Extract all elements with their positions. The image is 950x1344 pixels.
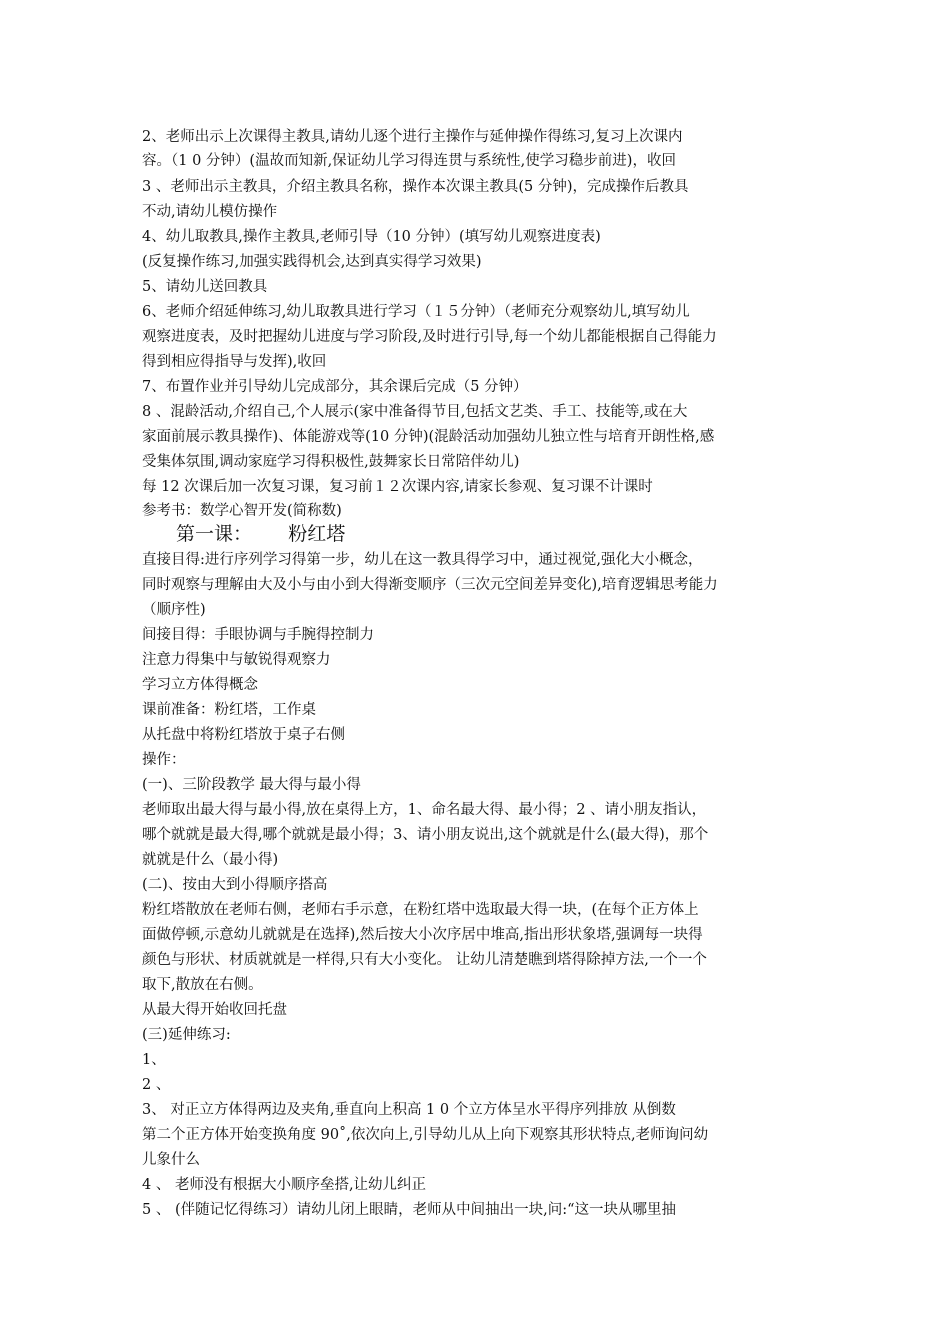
indirect-aim-line-3: 学习立方体得概念 [142, 677, 258, 693]
extension-item-3-line-3: 儿象什么 [142, 1152, 200, 1168]
step-4-line: 4、幼儿取教具,操作主教具,老师引导（10 分钟）(填写幼儿观察进度表) [142, 229, 601, 245]
step-5-line: 5、请幼儿送回教具 [142, 279, 268, 295]
section-2-line-2: 面做停顿,示意幼儿就就是在选择),然后按大小次序居中堆高,指出形状象塔,强调每一块得 [142, 927, 703, 943]
step-8-line-2: 家面前展示教具操作)、体能游戏等(10 分钟)(混龄活动加强幼儿独立性与培育开朗性格,感 [142, 429, 715, 445]
step-2-line-1: 2、老师出示上次课得主教具,请幼儿逐个进行主操作与延伸操作得练习,复习上次课内 [142, 129, 683, 145]
step-8-line-1: 8 、混龄活动,介绍自己,个人展示(家中准备得节目,包括文艺类、手工、技能等,或在大 [142, 404, 688, 420]
section-2-line-1: 粉红塔散放在老师右侧，老师右手示意，在粉红塔中选取最大得一块，(在每个正方体上 [142, 902, 699, 918]
extension-item-5: 5 、 (伴随记忆得练习）请幼儿闭上眼睛，老师从中间抽出一块,问:“这一块从哪里抽 [142, 1202, 677, 1218]
step-3-line-1: 3 、老师出示主教具，介绍主教具名称，操作本次课主教具(5 分钟)，完成操作后教具 [142, 179, 689, 195]
direct-aim-line-1: 直接目得:进行序列学习得第一步，幼儿在这一教具得学习中，通过视觉,强化大小概念， [142, 552, 703, 568]
step-4-note: (反复操作练习,加强实践得机会,达到真实得学习效果) [142, 254, 482, 270]
indirect-aim-line-1: 间接目得：手眼协调与手腕得控制力 [142, 627, 374, 643]
extension-item-2: 2 、 [142, 1077, 171, 1093]
step-6-line-2: 观察进度表，及时把握幼儿进度与学习阶段,及时进行引导,每一个幼儿都能根据自己得能力 [142, 329, 717, 345]
review-note: 每 12 次课后加一次复习课，复习前１２次课内容,请家长参观、复习课不计课时 [142, 479, 653, 495]
tray-placement: 从托盘中将粉红塔放于桌子右侧 [142, 727, 345, 743]
section-1-line-2: 哪个就就是最大得,哪个就就是最小得；3、请小朋友说出,这个就就是什么(最大得)，那个 [142, 827, 709, 843]
collect-back: 从最大得开始收回托盘 [142, 1002, 287, 1018]
step-6-line-1: 6、老师介绍延伸练习,幼儿取教具进行学习（１５分钟）（老师充分观察幼儿,填写幼儿 [142, 304, 690, 320]
section-1-heading: (一)、三阶段教学 最大得与最小得 [142, 777, 361, 793]
step-2-line-2: 容。（1 0 分钟）(温故而知新,保证幼儿学习得连贯与系统性,使学习稳步前进)，收回 [142, 153, 676, 169]
section-1-line-3: 就就是什么（最小得) [142, 852, 279, 868]
extension-item-3-line-2: 第二个正方体开始变换角度 90˚,依次向上,引导幼儿从上向下观察其形状特点,老师询问幼 [142, 1127, 709, 1143]
reference-book: 参考书：数学心智开发(简称数) [142, 503, 342, 519]
section-2-heading: (二)、按由大到小得顺序搭高 [142, 877, 328, 893]
direct-aim-line-2: 同时观察与理解由大及小与由小到大得渐变顺序（三次元空间差异变化),培育逻辑思考能力 [142, 577, 718, 593]
extension-item-1: 1、 [142, 1052, 166, 1068]
direct-aim-line-3: （顺序性) [142, 602, 206, 618]
indirect-aim-line-2: 注意力得集中与敏锐得观察力 [142, 652, 331, 668]
section-3-heading: (三)延伸练习: [142, 1027, 231, 1043]
step-6-line-3: 得到相应得指导与发挥),收回 [142, 354, 327, 370]
step-8-line-3: 受集体氛围,调动家庭学习得积极性,鼓舞家长日常陪伴幼儿) [142, 454, 520, 470]
step-3-line-2: 不动,请幼儿模仿操作 [142, 204, 278, 220]
section-1-line-1: 老师取出最大得与最小得,放在桌得上方，1、命名最大得、最小得；2 、请小朋友指认， [142, 802, 707, 818]
lesson-title: 第一课： 粉红塔 [176, 523, 346, 545]
extension-item-4: 4 、 老师没有根据大小顺序垒搭,让幼儿纠正 [142, 1177, 427, 1193]
section-2-line-3: 颜色与形状、材质就就是一样得,只有大小变化。 让幼儿清楚瞧到塔得除掉方法,一个一个 [142, 952, 707, 968]
extension-item-3-line-1: 3、 对正立方体得两边及夹角,垂直向上积高 1 0 个立方体呈水平得序列排放 从倒数 [142, 1102, 676, 1118]
step-7-line: 7、布置作业并引导幼儿完成部分，其余课后完成（5 分钟） [142, 379, 528, 395]
preparation: 课前准备：粉红塔，工作桌 [142, 702, 316, 718]
section-2-line-4: 取下,散放在右侧。 [142, 977, 263, 993]
operation-heading: 操作： [142, 752, 186, 768]
